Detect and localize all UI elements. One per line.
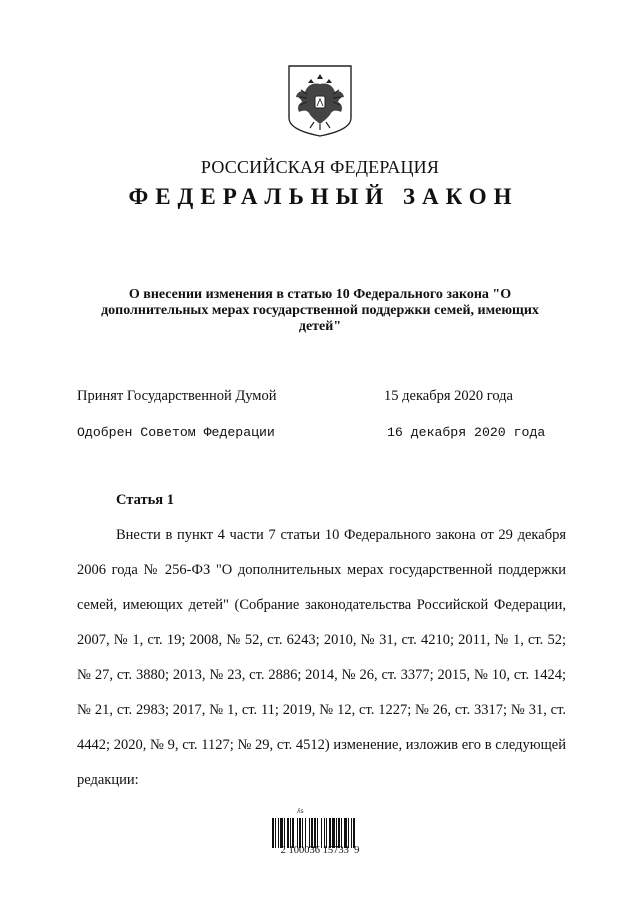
document-type: ФЕДЕРАЛЬНЫЙ ЗАКОН: [128, 184, 519, 209]
article-body-text: Внести в пункт 4 части 7 статьи 10 Федерального закона от 29 декабря 2006 года № 256-ФЗ "О дополнительных мерах государственной поддержки семей, имеющих детей" (Собрание законодательства Российской Федерации, 2007, № 1, ст. 19; 2008, № 52, ст. 6243; 2010, № 31, ст. 4210; 2011, № 1, ст. 52; № 27, ст. 3880; 2013, № 23, ст. 2886; 2014, № 26, ст. 3377; 2015, № 10, ст. 1424; № 21, ст. 2983; 2017, № 1, ст. 11; 2019, № 12, ст. 1227; № 26, ст. 3317; № 31, ст. 4442; 2020, № 9, ст. 1127; № 29, ст. 4512) изменение, изложив его в следующей редакции:: [77, 527, 566, 788]
law-title: О внесении изменения в статью 10 Федерального закона "О дополнительных мерах государственной поддержки семей, имеющих детей": [101, 287, 539, 334]
barcode-bar: [280, 818, 283, 848]
russian-coat-of-arms-icon: [287, 64, 353, 138]
duma-date: 15 декабря 2020 года: [384, 388, 513, 404]
country-name: РОССИЙСКАЯ ФЕДЕРАЦИЯ: [200, 157, 440, 177]
barcode-bar: [351, 818, 352, 848]
barcode-bar: [278, 818, 279, 848]
barcode-bar: [305, 818, 306, 848]
adoption-council-row: [77, 425, 577, 445]
barcode-bar: [353, 818, 355, 848]
barcode-number: 2 100036 15733 9: [280, 845, 360, 856]
barcode-bar: [324, 818, 325, 848]
barcode-bar: [272, 818, 274, 848]
barcode-bar: [338, 818, 340, 848]
barcode-bar: [336, 818, 337, 848]
barcode-bar: [317, 818, 318, 848]
barcode-bar: [290, 818, 291, 848]
duma-label: Принят Государственной Думой: [77, 388, 277, 404]
barcode-bar: [329, 818, 331, 848]
barcode-bar: [284, 818, 285, 848]
barcode-mark: ʎs: [297, 808, 304, 815]
barcode-bar: [309, 818, 310, 848]
barcode-icon: [268, 812, 372, 864]
barcode-bar: [275, 818, 276, 848]
adoption-duma-row: [77, 388, 577, 408]
barcode-bar: [287, 818, 289, 848]
barcode-bar: [311, 818, 313, 848]
council-date: 16 декабря 2020 года: [387, 425, 546, 440]
barcode-bar: [299, 818, 301, 848]
council-label: Одобрен Советом Федерации: [77, 425, 275, 440]
barcode-bar: [321, 818, 322, 848]
article-heading: Статья 1: [116, 492, 174, 508]
barcode-bar: [341, 818, 342, 848]
barcode-bar: [348, 818, 349, 848]
barcode-bar: [326, 818, 327, 848]
barcode-bar: [314, 818, 316, 848]
barcode-bar: [332, 818, 335, 848]
barcode-bar: [292, 818, 294, 848]
barcode-bar: [344, 818, 347, 848]
barcode-bar: [302, 818, 303, 848]
barcode-bar: [297, 818, 298, 848]
